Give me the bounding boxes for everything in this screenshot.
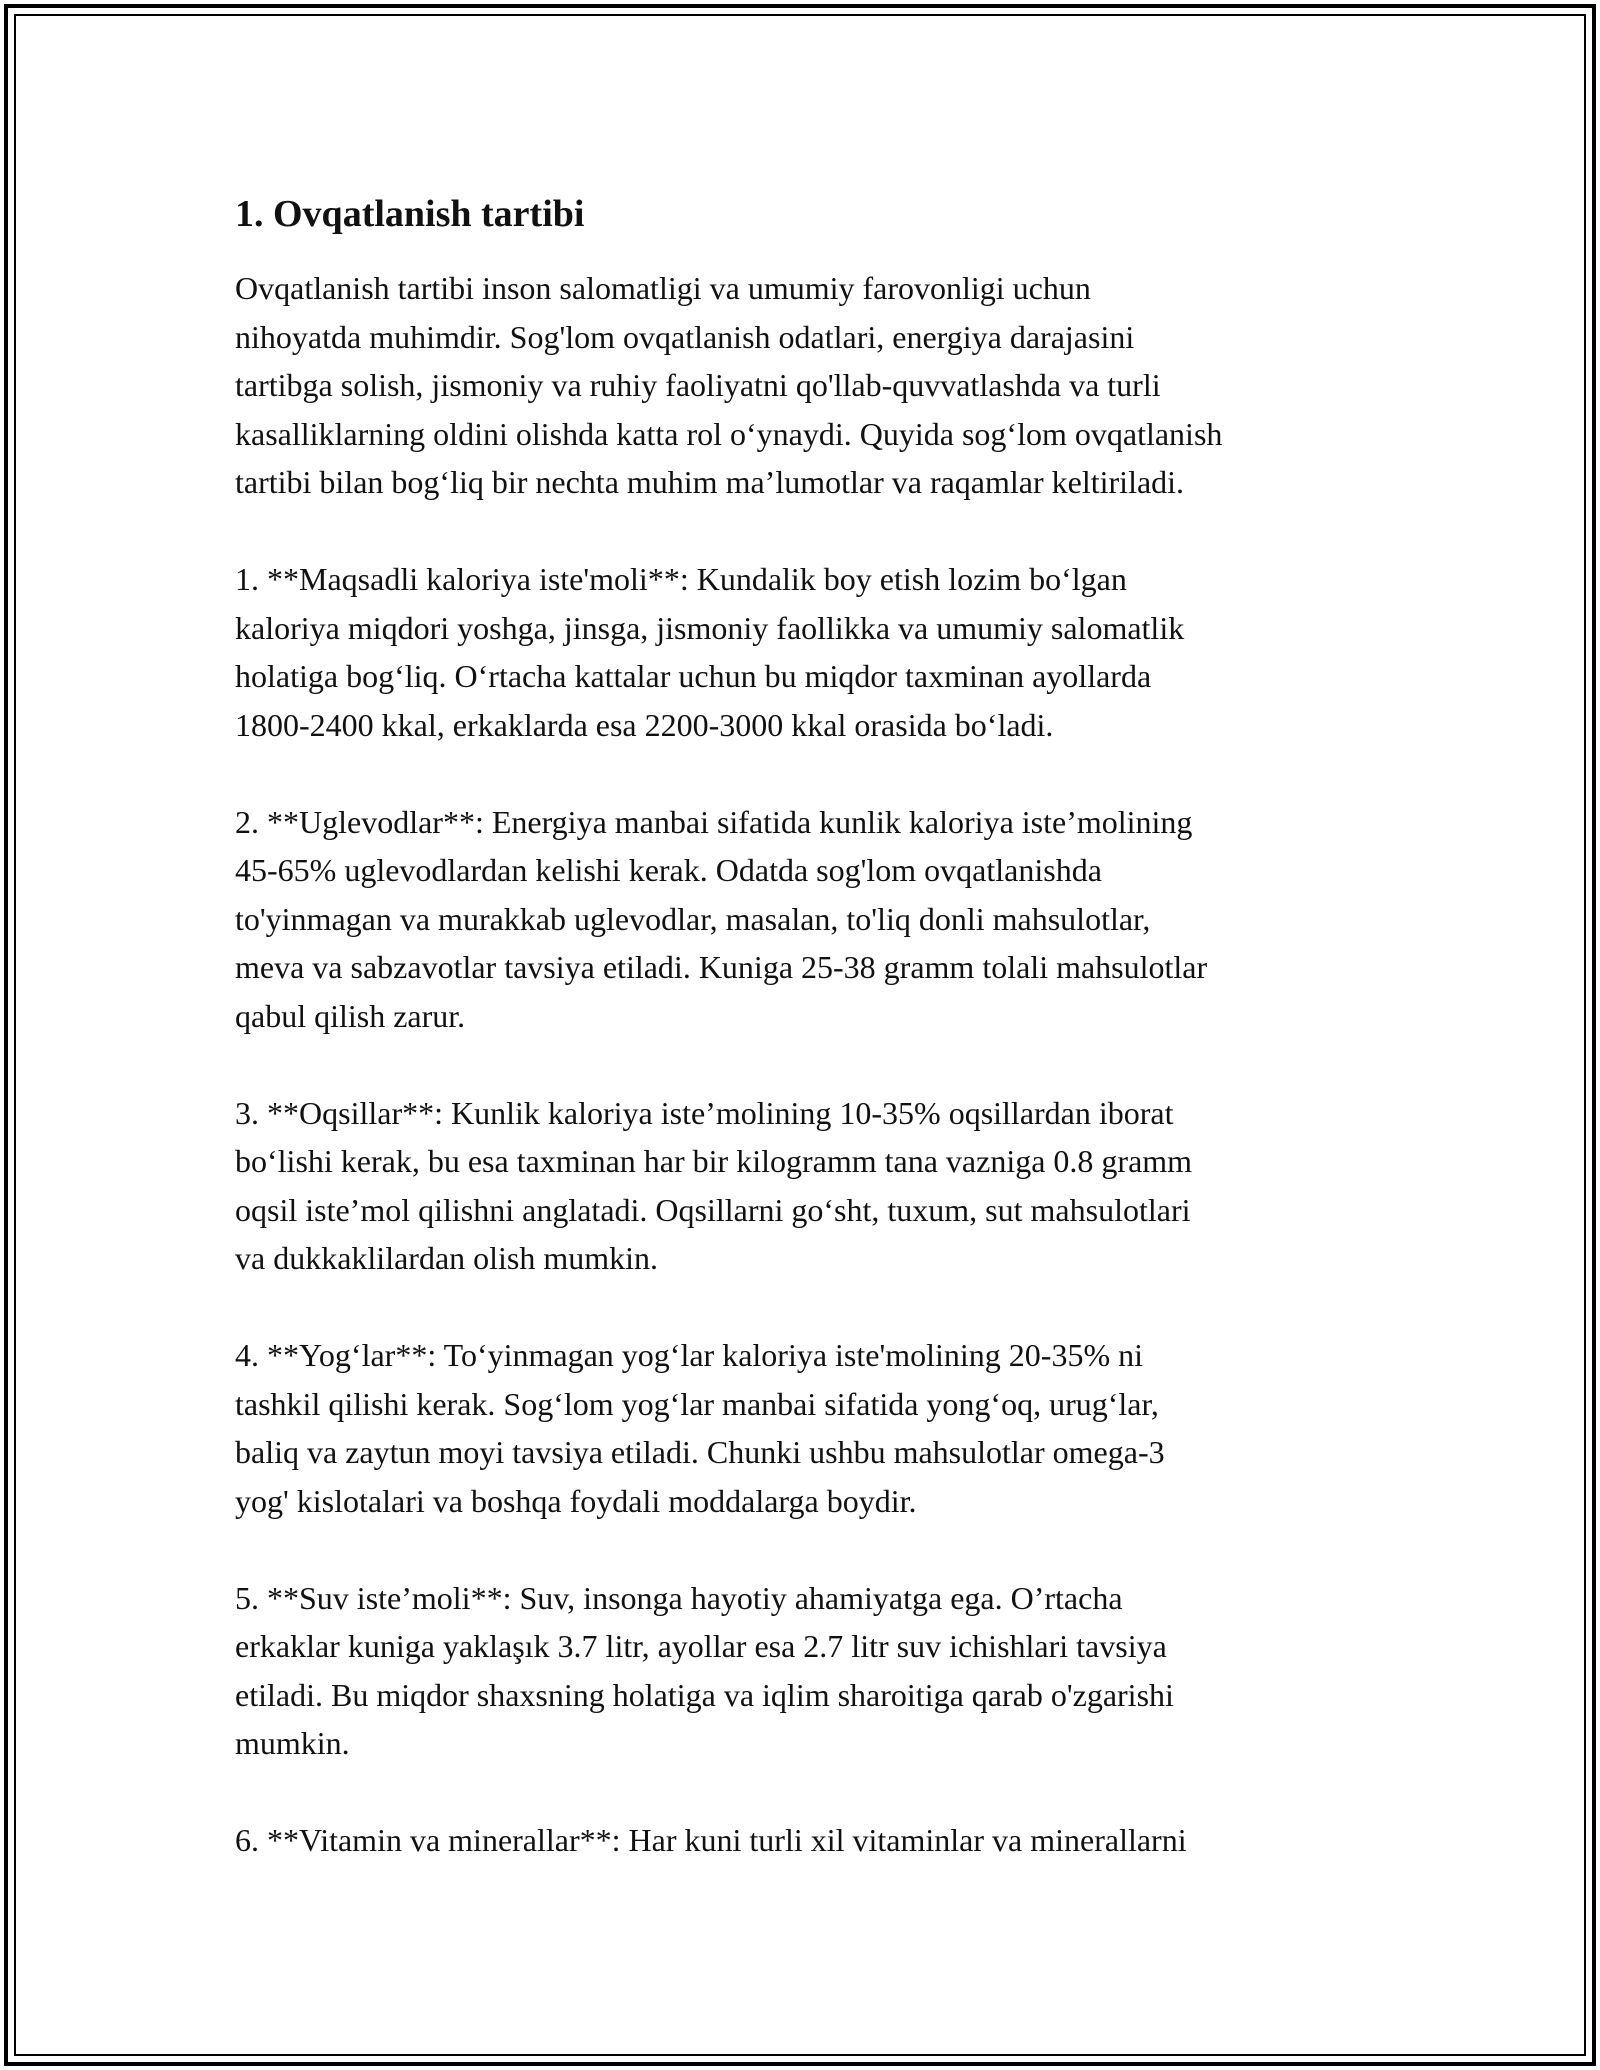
document-title: 1. Ovqatlanish tartibi [235,193,585,235]
carbohydrates-paragraph: 2. **Uglevodlar**: Energiya manbai sifatida kunlik kaloriya iste’molining 45-65% uglevodlardan kelishi kerak. Odatda sog'lom ovqatlanishda to'yinmagan va murakkab uglevodlar, masalan, to'liq donli mahsulotlar, meva va sabzavotlar tavsiya etiladi. Kuniga 25-38 gramm tolali mahsulotlar qabul qilish zarur. [235,803,1208,1034]
water-intake-paragraph: 5. **Suv iste’moli**: Suv, insonga hayotiy ahamiyatga ega. O’rtacha erkaklar kuniga yaklaşık 3.7 litr, ayollar esa 2.7 litr suv ichishlari tavsiya etiladi. Bu miqdor shaxsning holatiga va iqlim sharoitiga qarab o'zgarishi mumkin. [235,1579,1174,1761]
intro-paragraph: Ovqatlanish tartibi inson salomatligi va umumiy farovonligi uchun nihoyatda muhimdir. Sog'lom ovqatlanish odatlari, energiya darajasini tartibga solish, jismoniy va ruhiy faoliyatni qo'llab-quvvatlashda va turli kasalliklarning oldini olishda katta rol o‘ynaydi. Quyida sog‘lom ovqatlanish tartibi bilan bog‘liq bir nechta muhim ma’lumotlar va raqamlar keltiriladi. [235,270,1223,500]
document-body [235,186,1385,1913]
vitamins-minerals-paragraph: 6. **Vitamin va minerallar**: Har kuni turli xil vitaminlar va minerallarni [235,1822,1187,1858]
calorie-intake-paragraph: 1. **Maqsadli kaloriya iste'moli**: Kundalik boy etish lozim bo‘lgan kaloriya miqdori yoshga, jinsga, jismoniy faollikka va umumiy salomatlik holatiga bog‘liq. O‘rtacha kattalar uchun bu miqdor taxminan ayollarda 1800-2400 kkal, erkaklarda esa 2200-3000 kkal orasida bo‘ladi. [235,561,1185,743]
fats-paragraph: 4. **Yog‘lar**: To‘yinmagan yog‘lar kaloriya iste'molining 20-35% ni tashkil qilishi kerak. Sog‘lom yog‘lar manbai sifatida yong‘oq, urug‘lar, baliq va zaytun moyi tavsiya etiladi. Chunki ushbu mahsulotlar omega-3 yog' kislotalari va boshqa foydali moddalarga boydir. [235,1337,1165,1519]
proteins-paragraph: 3. **Oqsillar**: Kunlik kaloriya iste’molining 10-35% oqsillardan iborat bo‘lishi kerak, bu esa taxminan har bir kilogramm tana vazniga 0.8 gramm oqsil iste’mol qilishni anglatadi. Oqsillarni go‘sht, tuxum, sut mahsulotlari va dukkaklilardan olish mumkin. [235,1094,1193,1276]
